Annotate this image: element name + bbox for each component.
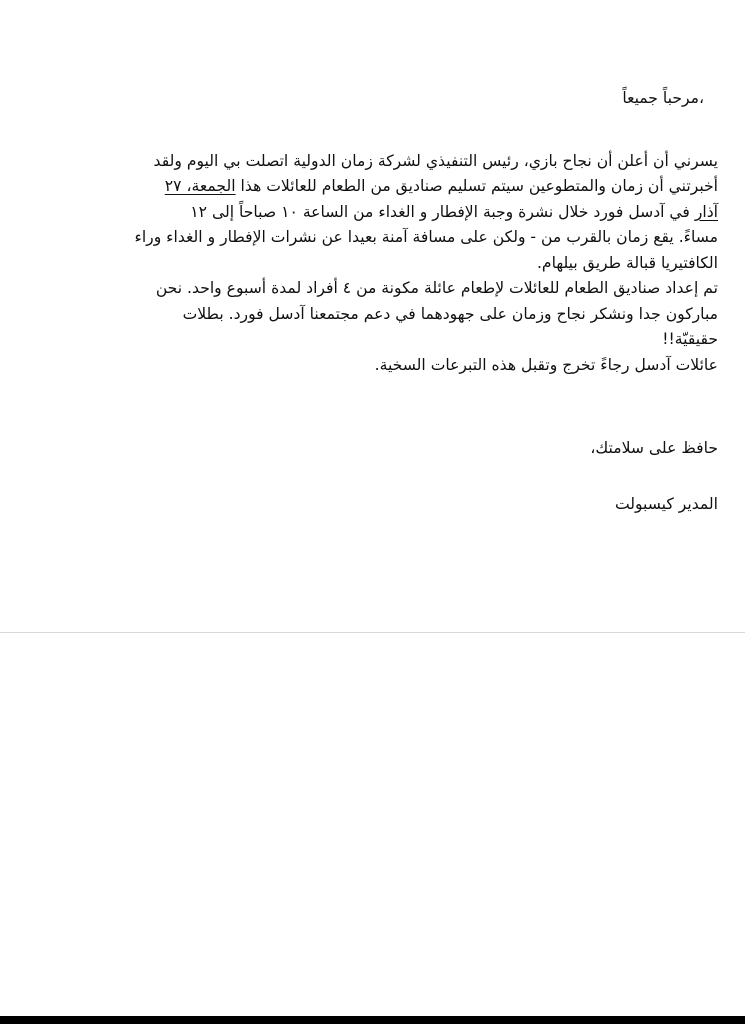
scan-edge-bar bbox=[0, 1016, 745, 1024]
signoff: حافظ على سلامتك، bbox=[590, 439, 718, 457]
text-line: عائلات آدسل رجاءً تخرج وتقبل هذه التبرعات السخية. bbox=[374, 355, 718, 374]
month-underlined: آذار bbox=[694, 202, 718, 221]
food-boxes-paragraph bbox=[28, 276, 718, 353]
date-underlined: الجمعة، ٢٧ bbox=[164, 177, 236, 195]
text-span: أخبرتني أن زمان والمتطوعين سيتم تسليم صناديق من الطعام للعائلات هذا bbox=[240, 177, 718, 195]
announcement-paragraph bbox=[28, 149, 718, 277]
text-line bbox=[28, 174, 718, 200]
text-span: في آدسل فورد خلال نشرة وجبة الإفطار و الغداء من الساعة ١٠ صباحاً إلى ١٢ bbox=[190, 202, 690, 221]
letter-body bbox=[28, 86, 718, 517]
text-line: الكافتيريا قبالة طريق بيلهام. bbox=[536, 253, 718, 272]
invitation-paragraph bbox=[28, 353, 718, 379]
text-line: مساءً. يقع زمان بالقرب من - ولكن على مسافة آمنة بعيدا عن نشرات الإفطار و الغداء وراء bbox=[134, 228, 718, 246]
text-line: يسرني أن أعلن أن نجاح بازي، رئيس التنفيذي لشركة زمان الدولية اتصلت بي اليوم ولقد bbox=[153, 151, 718, 170]
text-line bbox=[28, 200, 718, 226]
text-line: تم إعداد صناديق الطعام للعائلات لإطعام عائلة مكونة من ٤ أفراد لمدة أسبوع واحد. نحن bbox=[155, 279, 718, 297]
text-line: مباركون جدا ونشكر نجاح وزمان على جهودهما في دعم مجتمعنا آدسل فورد. بطلات bbox=[182, 304, 718, 323]
text-line: حقيقيّة!! bbox=[662, 330, 718, 348]
signature: المدير كيسبولت bbox=[614, 494, 718, 513]
greeting: ،مرحباً جميعاً bbox=[622, 89, 704, 107]
